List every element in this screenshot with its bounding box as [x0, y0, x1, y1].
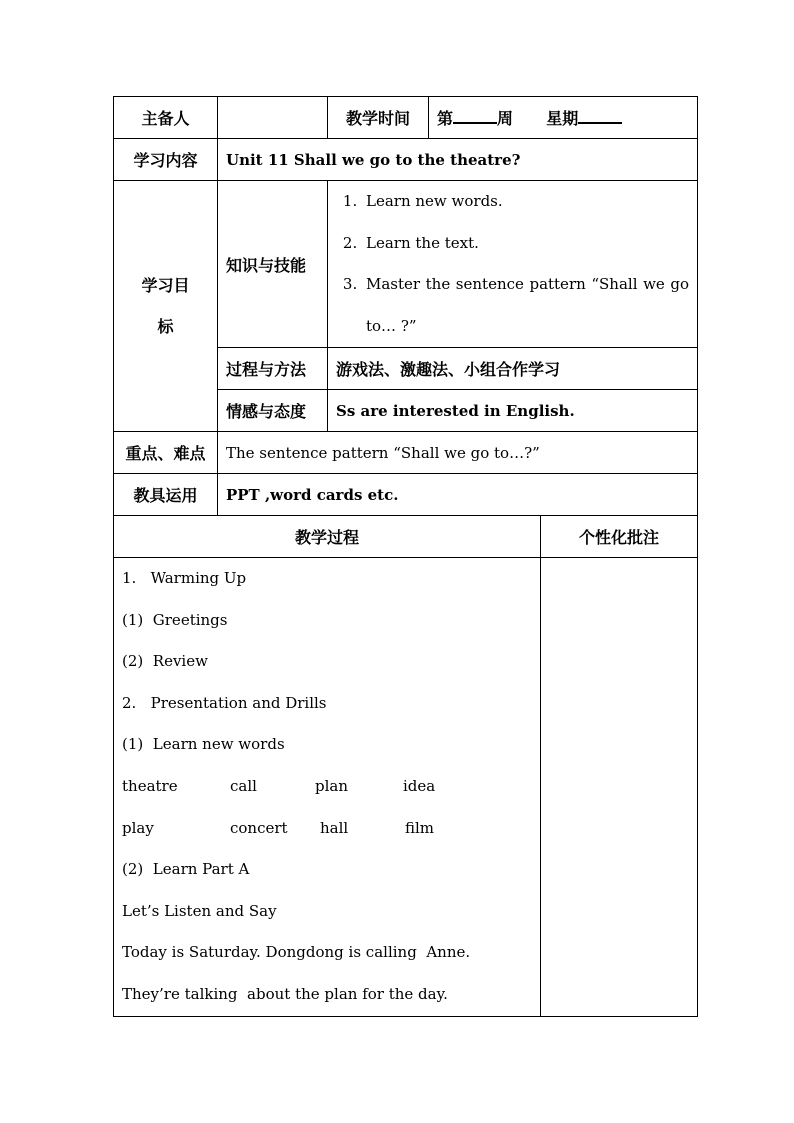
knowledge-row	[114, 181, 698, 348]
word: theatre	[122, 776, 178, 795]
attitude-value: Ss are interested in English.	[328, 390, 698, 432]
words-row	[122, 808, 532, 850]
key-points-row	[114, 432, 698, 474]
knowledge-label: 知识与技能	[218, 181, 328, 348]
word: concert	[230, 818, 288, 837]
word: play	[122, 818, 154, 837]
week-suffix: 周	[497, 109, 514, 128]
content-value: Unit 11 Shall we go to the theatre?	[218, 139, 698, 181]
process-body-row	[114, 558, 698, 1017]
objectives-label	[114, 181, 218, 432]
process-line: 1. Warming Up	[122, 569, 247, 587]
time-value[interactable]	[429, 97, 698, 139]
process-line: Let’s Listen and Say	[122, 901, 277, 920]
word: hall	[320, 818, 349, 837]
word: film	[405, 818, 435, 837]
attitude-label: 情感与态度	[218, 390, 328, 432]
process-line: Today is Saturday. Dongdong is calling Anne.	[122, 943, 471, 962]
section-header-row	[114, 516, 698, 558]
notes-area[interactable]	[541, 558, 698, 1017]
knowledge-item: 1. Learn new words.	[362, 181, 689, 223]
word: plan	[315, 776, 349, 795]
preparer-value[interactable]	[218, 97, 328, 139]
process-line: (2) Review	[122, 652, 208, 671]
header-row	[114, 97, 698, 139]
teaching-process	[114, 558, 541, 1017]
process-header: 教学过程	[114, 516, 541, 558]
process-line: (1) Greetings	[122, 610, 228, 629]
process-line: 2. Presentation and Drills	[122, 693, 327, 712]
knowledge-list	[340, 181, 689, 347]
tools-row	[114, 474, 698, 516]
tools-value: PPT ,word cards etc.	[218, 474, 698, 516]
week-prefix: 第	[437, 109, 454, 128]
word: idea	[403, 776, 436, 795]
process-line: (1) Learn new words	[122, 735, 285, 754]
notes-header: 个性化批注	[541, 516, 698, 558]
word: call	[230, 776, 257, 795]
knowledge-item: 2. Learn the text.	[362, 223, 689, 265]
content-label: 学习内容	[114, 139, 218, 181]
week-blank[interactable]	[453, 108, 497, 124]
objectives-label-line2: 标	[157, 317, 174, 336]
process-line: (2) Learn Part A	[122, 860, 250, 879]
preparer-label: 主备人	[114, 97, 218, 139]
weekday-label: 星期	[546, 109, 579, 128]
process-method-value: 游戏法、激趣法、小组合作学习	[328, 348, 698, 390]
key-points-value: The sentence pattern “Shall we go to…?”	[218, 432, 698, 474]
objectives-label-line1: 学习目	[141, 276, 190, 295]
knowledge-items	[328, 181, 698, 348]
key-points-label: 重点、难点	[114, 432, 218, 474]
tools-label: 教具运用	[114, 474, 218, 516]
knowledge-item: 3. Master the sentence pattern “Shall we go to… ?”	[362, 264, 689, 347]
words-row	[122, 766, 532, 808]
weekday-blank[interactable]	[578, 108, 622, 124]
process-line: They’re talking about the plan for the day.	[122, 984, 448, 1003]
time-label: 教学时间	[328, 97, 429, 139]
lesson-plan-table	[113, 96, 698, 1017]
content-row	[114, 139, 698, 181]
process-method-label: 过程与方法	[218, 348, 328, 390]
